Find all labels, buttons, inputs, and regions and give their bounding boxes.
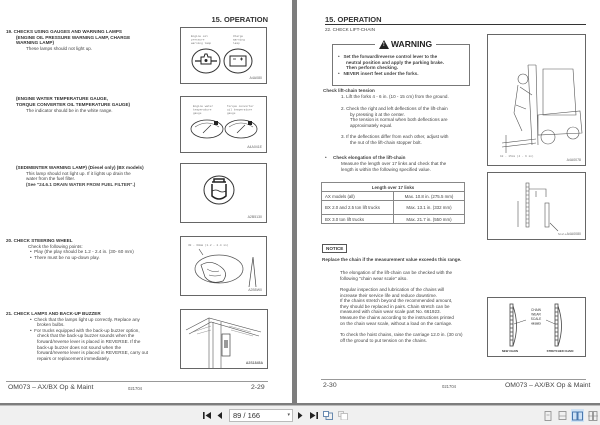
value-cell: Max. 21.7 in. (550 mm): [394, 215, 465, 224]
continuous-view-button[interactable]: [556, 409, 569, 422]
item21-bullet-2-line: forward/reverse lever is placed in REVERSE, carry out: [37, 350, 149, 356]
two-page-scroll-icon: [588, 411, 598, 421]
footer-page-number: 2-30: [323, 382, 337, 389]
svg-text:SCALE: SCALE: [530, 317, 542, 321]
figure-id: A4A0078: [566, 158, 581, 162]
svg-text:STRETCHED CHAIN: STRETCHED CHAIN: [546, 349, 574, 353]
item21-bullet-2-line: forward/reverse lever is placed in REVERSE. If the: [37, 339, 141, 344]
header-rule: [325, 24, 586, 25]
last-page-icon: [309, 412, 318, 419]
chain-wear-icon: [488, 298, 587, 358]
viewer-toolbar: [0, 405, 600, 425]
forklift-figure: [487, 34, 586, 166]
footer-divider: [6, 381, 268, 382]
elongation-text-2: length is within the following specified value.: [341, 166, 431, 172]
table-row: [322, 192, 465, 201]
svg-text:Engine water: Engine water: [193, 105, 214, 108]
model-cell: AX models (all): [322, 192, 394, 201]
svg-text:Torque converter: Torque converter: [227, 105, 254, 108]
warning-bullet-1-line: neutral position and apply the parking brake.: [346, 59, 445, 65]
wear-para-1-line: following "chain wear scale" also.: [340, 275, 408, 281]
two-page-icon: [572, 411, 583, 421]
warning-title: ! WARNING: [375, 39, 436, 49]
svg-text:661923: 661923: [531, 321, 541, 326]
tension-step-3: 3. If the deflections differ from each other, adjust with: [341, 134, 449, 139]
item19-heading-2: (ENGINE OIL PRESSURE WARNING LAMP, CHARGE: [16, 34, 131, 40]
svg-text:lamp: lamp: [233, 42, 240, 45]
figure-id: A4A041E: [247, 145, 262, 149]
continuous-page-icon: [558, 411, 567, 421]
last-page-button[interactable]: [308, 409, 318, 422]
gauge-heading-2: TORQUE CONVERTER OIL TEMPERATURE GAUGE): [16, 101, 131, 107]
notice-text: Replace the chain if the measurement value exceeds this range.: [322, 257, 462, 262]
warning-bullet-1: • Set the forward/reverse control lever to the: [338, 54, 438, 59]
svg-text:temperature: temperature: [193, 108, 212, 112]
tension-step-2: 2. Check the right and left deflections of the lift-chain: [341, 106, 448, 111]
item20-heading: 20. CHECK STEERING WHEEL: [6, 238, 73, 243]
footer-page-number: 2-29: [251, 384, 265, 391]
figure-id: A2S1845A: [245, 361, 263, 365]
item22-heading: 22. CHECK LIFT-CHAIN: [325, 27, 376, 32]
warning-box: [332, 39, 470, 86]
svg-text:gauge: gauge: [193, 112, 202, 115]
sedimenter-lamp-figure: [180, 163, 267, 223]
gauge-text: The indicator should be in the white range.: [26, 107, 113, 113]
first-page-icon: [203, 412, 212, 419]
tension-step-3-line: the nut of the lift-chain stopper bolt.: [350, 139, 422, 145]
chain-length-table: [321, 182, 465, 224]
next-view-icon: [338, 411, 348, 420]
svg-text:Engine oil: Engine oil: [191, 35, 208, 38]
chain-scale-figure: [487, 172, 586, 240]
svg-text:oil temperature: oil temperature: [227, 108, 253, 112]
svg-text:pressure: pressure: [191, 38, 205, 42]
figure-id: A2B5W0: [248, 288, 262, 292]
two-page-view-button[interactable]: [571, 409, 584, 422]
warning-bullet-2: • NEVER insert feet under the forks.: [338, 70, 419, 76]
item19-heading-3: WARNING LAMP): [16, 40, 55, 46]
previous-page-icon: [217, 412, 223, 419]
go-forward-view-button[interactable]: [337, 409, 348, 422]
item20-text: Check the following points:: [28, 243, 83, 249]
wear-para-3-line: off the ground to put tension on the chains.: [340, 337, 428, 343]
sedimenter-text-2: water from the fuel filter.: [26, 176, 76, 182]
svg-text:10 - 15cm (4 - 6 in): 10 - 15cm (4 - 6 in): [500, 155, 534, 158]
gauge-heading-1: (ENGINE WATER TEMPERATURE GAUGE,: [16, 96, 108, 101]
next-page-icon: [297, 412, 303, 419]
page-dropdown-icon[interactable]: ▾: [287, 412, 290, 418]
wear-para-2-line: measured with chain wear scale part No. 661923.: [340, 309, 441, 315]
tension-step-2-line: approximately equal.: [350, 122, 393, 128]
wear-para-2-line: they should be replaced in pairs. Chain stretch can be: [340, 303, 450, 309]
footer-title: OM073 – AX/BX Op & Maint: [505, 382, 591, 389]
wear-para-2-line: Measure the chains according to the instructions printed: [340, 315, 454, 320]
svg-text:gauge: gauge: [227, 112, 236, 115]
model-cell: BX 2.0 and 2.5 ton lift trucks: [322, 201, 394, 215]
steering-wheel-figure: [180, 236, 267, 296]
value-cell: Max. 10.8 in. (275.5 mm): [394, 192, 465, 201]
lamps-figure: [180, 309, 268, 369]
sedimenter-text-1: This lamp should not light up. If it lights up drain the: [26, 170, 131, 176]
chain-measure-icon: [488, 173, 587, 241]
elongation-text-1: Measure the length over 17 links and check that the: [341, 161, 447, 166]
svg-text:Charge: Charge: [233, 35, 244, 38]
item21-bullet-2: • For trucks equipped with the back-up buzzer option,: [30, 327, 140, 333]
item21-bullet-2-line: back-up buzzer does not sound when the: [37, 344, 122, 350]
forklift-icon: [488, 35, 587, 167]
item21-bullet-2-line: check that the back-up buzzer sounds when the: [37, 333, 135, 339]
warning-bullet-1-line: Then perform checking.: [346, 65, 399, 71]
table-header: Length over 17 links: [322, 183, 465, 192]
single-page-view-button[interactable]: [541, 409, 554, 422]
table-row: [322, 215, 465, 224]
two-page-continuous-view-button[interactable]: [586, 409, 599, 422]
chain-wear-scale-figure: [487, 297, 586, 357]
tension-step-2-line: The tension is normal when both deflections are: [350, 117, 448, 123]
previous-page-button[interactable]: [216, 409, 224, 422]
svg-text:warning lamp: warning lamp: [191, 42, 212, 45]
svg-text:CHAIN: CHAIN: [531, 308, 541, 312]
item21-bullet-1: • Check that the lamps light up correctly. Replace any: [30, 316, 140, 322]
wear-para-3: To check the hoist chains, raise the carriage 12.0 in. (30 cm): [340, 332, 463, 337]
item20-bullet-1: • Play (the play should be 1.2 - 2.4 in. (30- 60 mm): [30, 249, 134, 255]
warning-lamps-figure: [180, 27, 267, 84]
warning-triangle-icon: !: [379, 40, 389, 49]
wear-para-1: The elongation of the lift-chain can be checked with the: [340, 270, 453, 275]
wear-para-2-line: increase their service life and reduce downtime.: [340, 292, 438, 298]
svg-text:WEAR: WEAR: [531, 312, 541, 317]
wear-para-2-line: If the chains stretch beyond the recommended amount,: [340, 298, 453, 304]
section-header: 15. OPERATION: [211, 15, 268, 24]
figure-id: A4A080: [249, 76, 262, 80]
go-back-view-button[interactable]: [322, 409, 333, 422]
footer-code: 021704: [128, 386, 142, 391]
previous-view-icon: [323, 411, 333, 420]
next-page-button[interactable]: [296, 409, 304, 422]
wear-para-2-line: Regular inspection and lubrication of the chains will: [340, 287, 445, 292]
wear-para-2-line: on the chain wear scale, without a load on the carriage.: [340, 320, 453, 326]
footer-code: 021704: [442, 384, 456, 389]
sedimenter-heading: (SEDIMENTER WARNING LAMP) (Diesel only) (BX models): [16, 165, 144, 170]
item19-heading-1: 19. CHECKS USING GAUGES AND WARNING LAMPS: [6, 29, 122, 34]
single-page-icon: [544, 411, 552, 421]
page-number-input[interactable]: 89 / 166 ▾: [229, 409, 293, 422]
page-2-29: [0, 0, 292, 403]
temperature-gauges-figure: [180, 96, 267, 153]
tension-heading: Check lift-chain tension: [323, 88, 375, 93]
figure-id: A2B5130: [247, 215, 262, 219]
sedimenter-text-3: (See "24.6.1 DRAIN WATER FROM FUEL FILTER".): [26, 181, 136, 187]
table-row: [322, 201, 465, 215]
item21-bullet-2-line: repairs or replacement immediately.: [37, 355, 110, 361]
footer-title: OM073 – AX/BX Op & Maint: [8, 384, 94, 391]
section-header: 15. OPERATION: [325, 15, 382, 24]
svg-text:NEW CHAIN: NEW CHAIN: [501, 349, 519, 353]
notice-label: NOTICE: [322, 244, 347, 253]
elongation-bullet: • Check elongation of the lift-chain: [325, 155, 406, 160]
item21-heading: 21. CHECK LAMPS AND BACK-UP BUZZER: [6, 311, 101, 316]
tension-step-1: 1. Lift the forks 4 - 6 in. (10 - 15 cm) from the ground.: [341, 94, 449, 99]
figure-id: A4A0080: [566, 232, 581, 236]
page-2-30: [297, 0, 600, 403]
svg-text:warning: warning: [233, 38, 245, 42]
item20-bullet-2: • There must be no up-down play.: [30, 254, 100, 260]
value-cell: Max. 13.1 in. (332 mm): [394, 201, 465, 215]
svg-text:Scale: Scale: [558, 233, 567, 236]
svg-text:30 - 60mm (1.2 - 2.4 in): 30 - 60mm (1.2 - 2.4 in): [188, 244, 229, 247]
model-cell: BX 3.0 ton lift trucks: [322, 215, 394, 224]
first-page-button[interactable]: [202, 409, 212, 422]
item21-bullet-1-cont: broken bulbs.: [37, 322, 65, 328]
tension-step-2-line: by pressing it at the center.: [350, 111, 405, 117]
footer-divider: [321, 379, 586, 380]
item19-text: These lamps should not light up.: [26, 46, 93, 51]
